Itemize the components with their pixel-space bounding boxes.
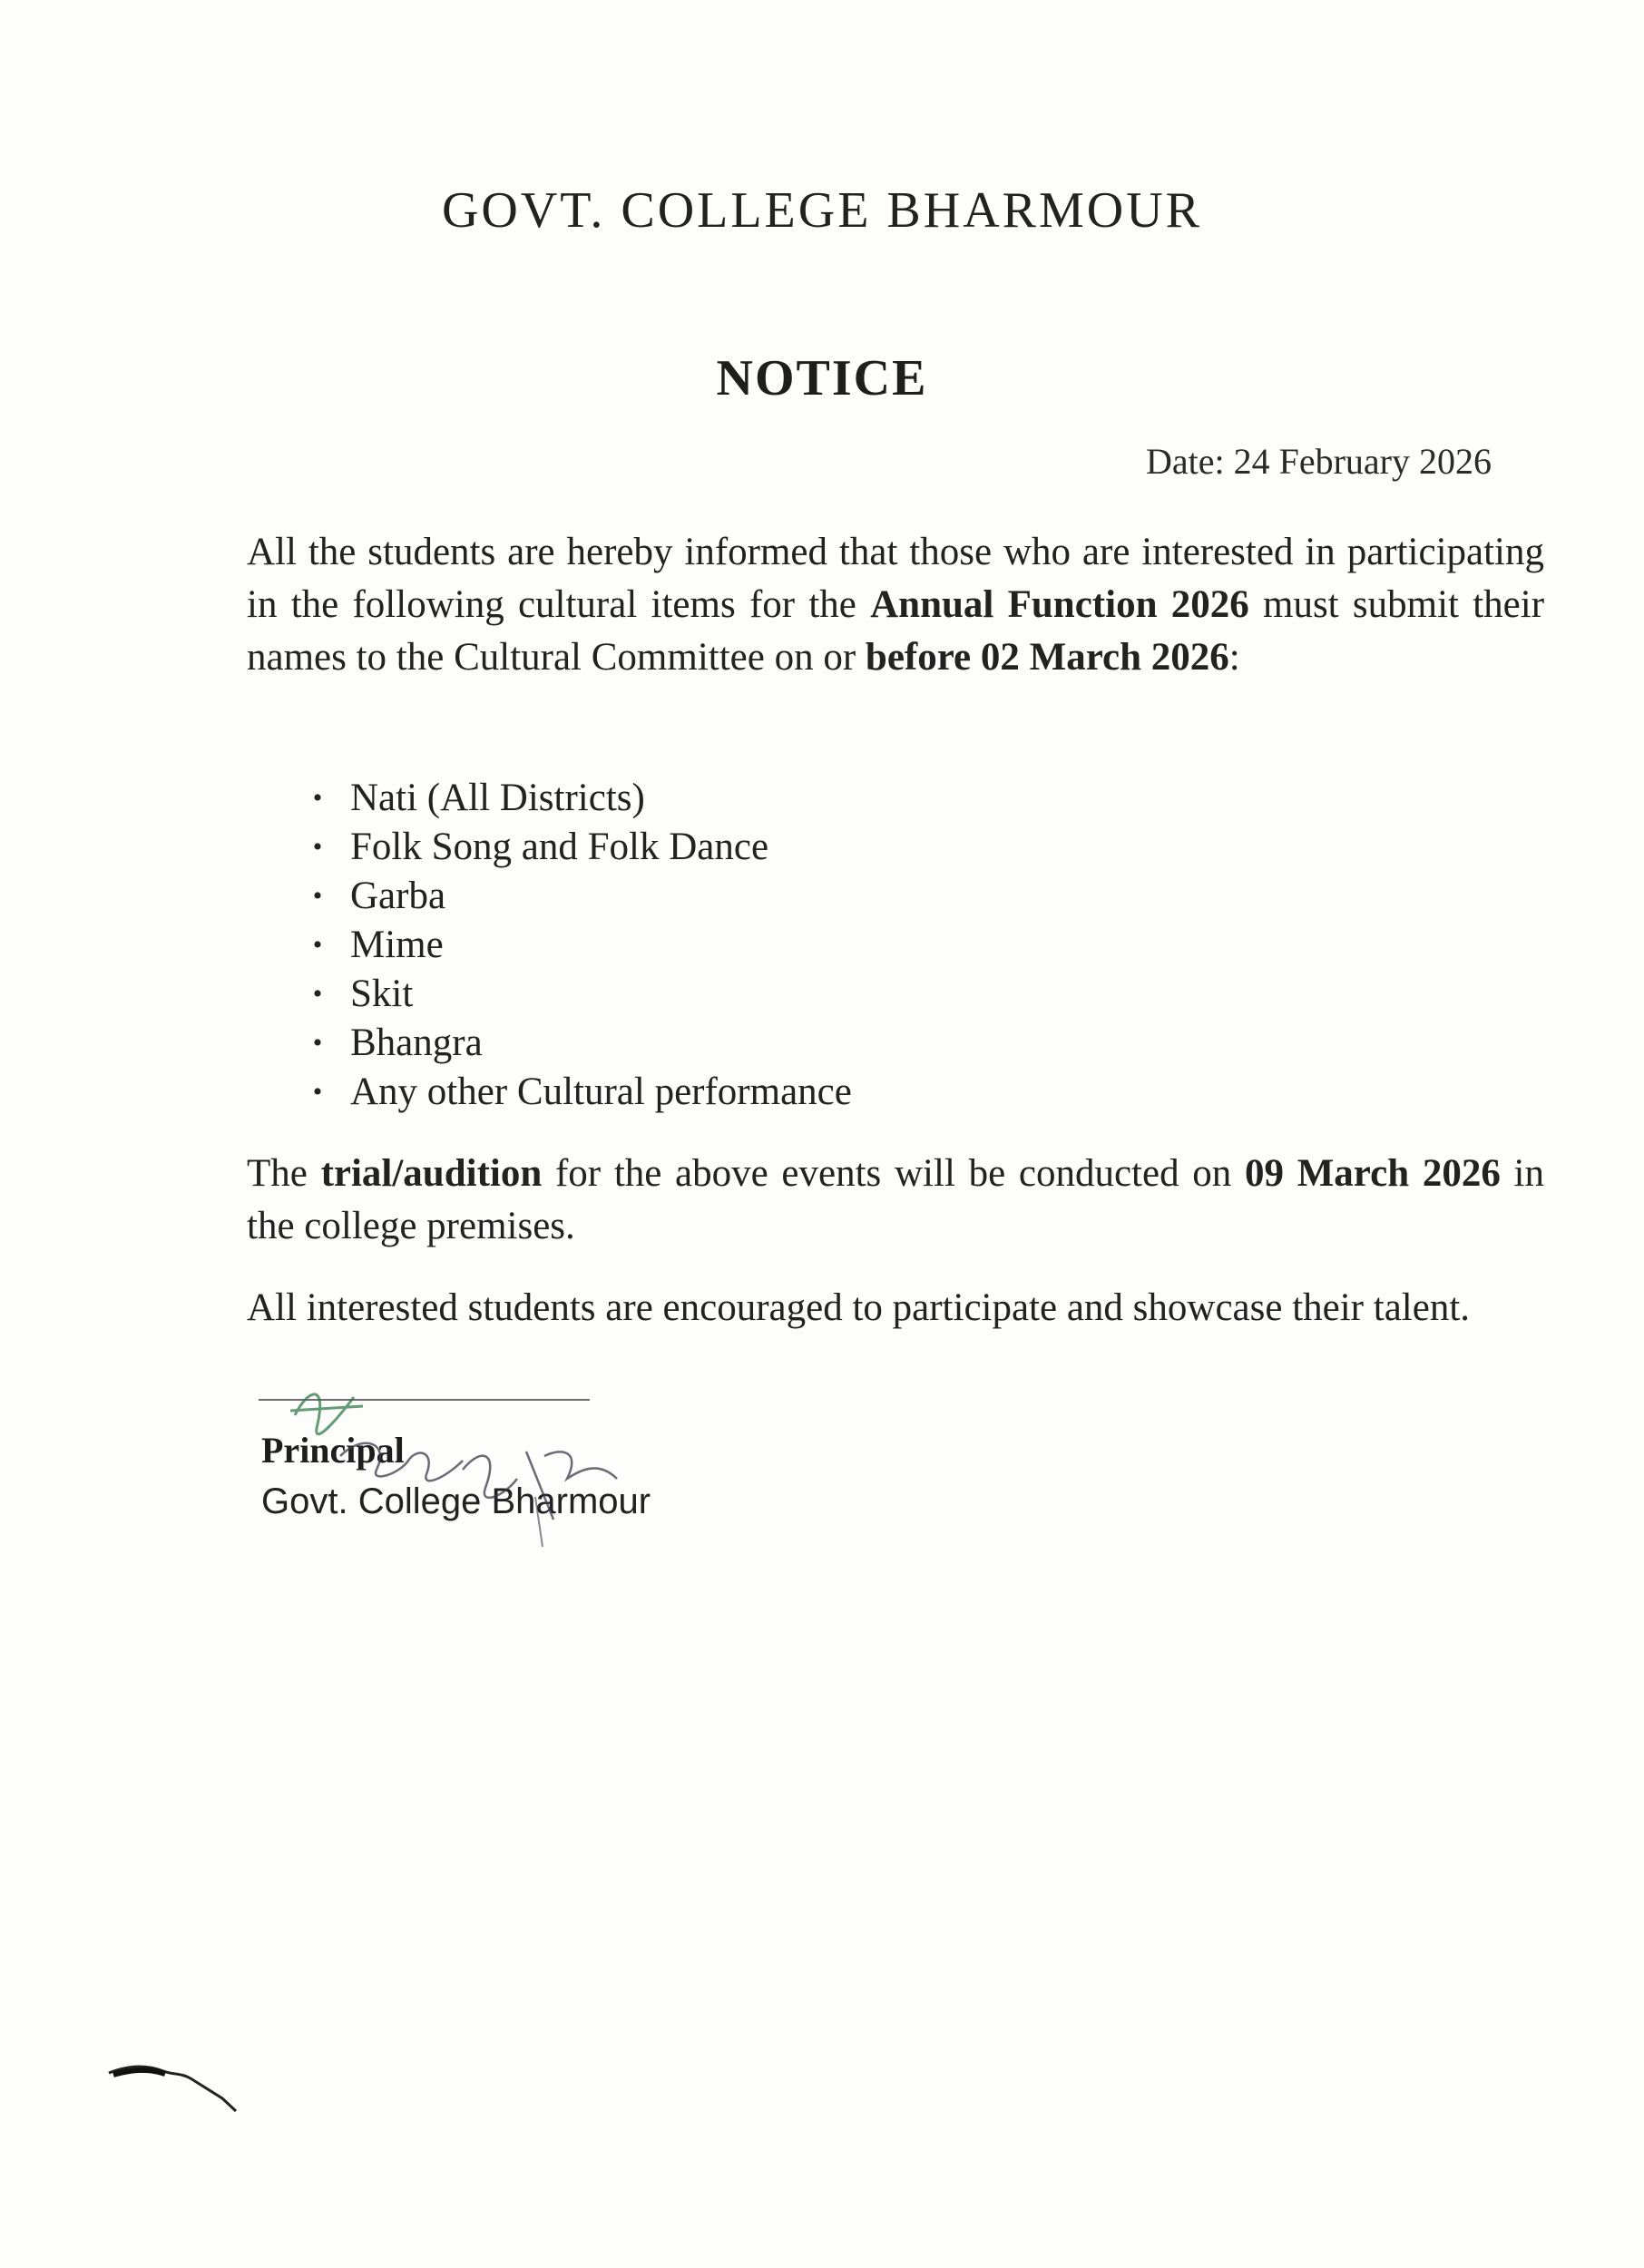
audition-date-emphasis: 09 March 2026 <box>1245 1152 1501 1195</box>
audition-paragraph <box>247 1148 1544 1253</box>
intro-text-1: All the students are hereby informed that those who are interested in participating in the following cultural items for the <box>247 531 1544 626</box>
list-item: • Any other Cultural performance <box>299 1068 852 1117</box>
institution-name: GOVT. COLLEGE BHARMOUR <box>441 182 1203 239</box>
handwritten-signature <box>254 1361 726 1579</box>
closing-paragraph: All interested students are encouraged to participate and showcase their talent. <box>247 1286 1471 1329</box>
bullet-icon: • <box>312 979 323 1009</box>
bullet-icon: • <box>312 1077 323 1107</box>
signatory-title: Principal <box>261 1430 405 1471</box>
audition-text-2: for the above events will be conducted on <box>542 1152 1246 1195</box>
bullet-icon: • <box>312 832 323 862</box>
list-item: • Mime <box>299 921 852 970</box>
signatory-institution: Govt. College Bharmour <box>261 1481 651 1521</box>
list-item: • Skit <box>299 970 852 1019</box>
bullet-icon: • <box>312 930 323 960</box>
bullet-icon: • <box>312 1028 323 1058</box>
audition-text-1: The <box>247 1152 321 1195</box>
notice-title: NOTICE <box>716 350 928 406</box>
trial-emphasis: trial/audition <box>320 1152 543 1195</box>
bullet-icon: • <box>312 783 323 813</box>
ink-smudge <box>100 2046 245 2118</box>
list-item: • Bhangra <box>299 1019 852 1068</box>
intro-paragraph <box>247 526 1544 684</box>
list-item: • Nati (All Districts) <box>299 774 852 823</box>
intro-text-3: : <box>1228 636 1240 679</box>
bullet-icon: • <box>312 881 323 911</box>
deadline-emphasis: before 02 March 2026 <box>865 636 1229 679</box>
intro-text-2: must submit their names to the Cultural Committee on or <box>247 583 1545 679</box>
list-item: • Folk Song and Folk Dance <box>299 823 852 872</box>
annual-function-emphasis: Annual Function 2026 <box>870 583 1249 626</box>
list-item: • Garba <box>299 872 852 921</box>
audition-text-3: in the college premises. <box>247 1152 1544 1247</box>
notice-date: Date: 24 February 2026 <box>1145 441 1492 482</box>
cultural-items-list <box>299 774 852 1117</box>
